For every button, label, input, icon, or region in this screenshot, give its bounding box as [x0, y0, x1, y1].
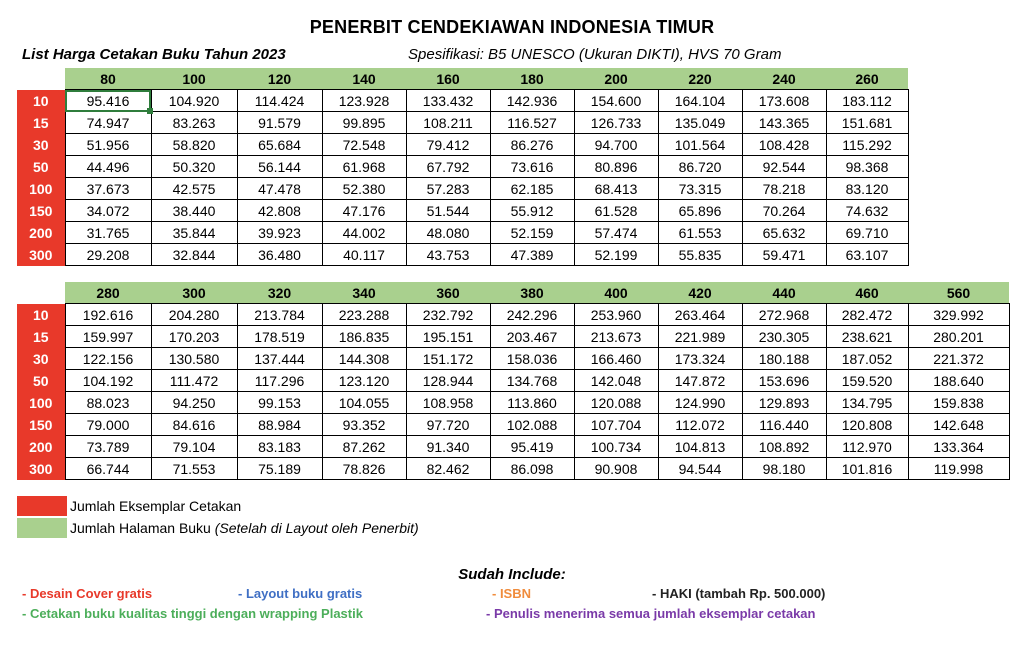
price-cell[interactable]: 78.826	[322, 458, 406, 480]
table-row	[17, 156, 908, 178]
copies-header[interactable]: 50	[17, 156, 65, 178]
price-cell[interactable]: 52.159	[490, 222, 574, 244]
price-cell[interactable]: 79.104	[151, 436, 237, 458]
price-cell[interactable]: 57.283	[406, 178, 490, 200]
page-count-header[interactable]: 300	[151, 282, 237, 304]
price-cell[interactable]: 51.544	[406, 200, 490, 222]
price-cell[interactable]: 263.464	[658, 304, 742, 326]
price-cell[interactable]: 47.176	[322, 200, 406, 222]
price-cell[interactable]: 73.315	[658, 178, 742, 200]
price-cell[interactable]: 223.288	[322, 304, 406, 326]
price-cell[interactable]: 101.564	[658, 134, 742, 156]
table-row	[17, 134, 908, 156]
price-cell[interactable]: 52.199	[574, 244, 658, 266]
legend-pages-text	[70, 520, 419, 536]
price-cell[interactable]: 88.023	[65, 392, 151, 414]
included-item-isbn: - ISBN	[492, 586, 531, 601]
price-cell[interactable]: 50.320	[151, 156, 237, 178]
price-cell[interactable]: 173.608	[742, 90, 826, 112]
price-cell[interactable]: 272.968	[742, 304, 826, 326]
price-cell[interactable]: 43.753	[406, 244, 490, 266]
price-cell[interactable]: 111.472	[151, 370, 237, 392]
page-count-header[interactable]: 460	[826, 282, 908, 304]
price-cell[interactable]: 180.188	[742, 348, 826, 370]
price-cell[interactable]: 134.768	[490, 370, 574, 392]
price-cell[interactable]: 143.365	[742, 112, 826, 134]
price-cell[interactable]: 104.192	[65, 370, 151, 392]
price-cell[interactable]: 86.276	[490, 134, 574, 156]
price-cell[interactable]: 73.789	[65, 436, 151, 458]
table-row	[17, 458, 1009, 480]
price-cell[interactable]: 119.998	[908, 458, 1009, 480]
price-cell[interactable]: 48.080	[406, 222, 490, 244]
price-cell[interactable]: 122.156	[65, 348, 151, 370]
price-cell[interactable]: 158.036	[490, 348, 574, 370]
page-count-header[interactable]: 440	[742, 282, 826, 304]
copies-header[interactable]: 300	[17, 244, 65, 266]
table-row	[17, 200, 908, 222]
page-count-header[interactable]: 180	[490, 68, 574, 90]
price-cell[interactable]: 34.072	[65, 200, 151, 222]
price-cell[interactable]: 99.895	[322, 112, 406, 134]
price-cell[interactable]: 83.120	[826, 178, 908, 200]
price-cell[interactable]: 65.684	[237, 134, 322, 156]
included-item-layout: - Layout buku gratis	[238, 586, 363, 601]
price-cell[interactable]: 84.616	[151, 414, 237, 436]
copies-header[interactable]: 30	[17, 348, 65, 370]
copies-header[interactable]: 30	[17, 134, 65, 156]
table-row	[17, 392, 1009, 414]
price-cell[interactable]: 116.440	[742, 414, 826, 436]
price-cell[interactable]: 242.296	[490, 304, 574, 326]
price-cell[interactable]: 75.189	[237, 458, 322, 480]
price-cell[interactable]: 187.052	[826, 348, 908, 370]
price-cell[interactable]: 86.098	[490, 458, 574, 480]
price-cell[interactable]: 83.183	[237, 436, 322, 458]
price-cell[interactable]: 129.893	[742, 392, 826, 414]
specification-text: Spesifikasi: B5 UNESCO (Ukuran DIKTI), HVS 70 Gram	[408, 46, 782, 63]
table-row	[17, 112, 908, 134]
price-cell[interactable]: 74.947	[65, 112, 151, 134]
price-cell[interactable]: 42.575	[151, 178, 237, 200]
page-count-header[interactable]: 340	[322, 282, 406, 304]
price-cell[interactable]: 178.519	[237, 326, 322, 348]
price-cell[interactable]: 36.480	[237, 244, 322, 266]
price-cell[interactable]: 144.308	[322, 348, 406, 370]
page-count-header[interactable]: 120	[237, 68, 322, 90]
price-cell[interactable]: 221.372	[908, 348, 1009, 370]
header-corner	[17, 282, 65, 304]
price-cell[interactable]: 142.048	[574, 370, 658, 392]
price-cell[interactable]: 123.928	[322, 90, 406, 112]
included-item-author-copies: - Penulis menerima semua jumlah eksemplar cetakan	[486, 606, 816, 621]
price-cell[interactable]: 188.640	[908, 370, 1009, 392]
price-cell[interactable]: 40.117	[322, 244, 406, 266]
price-cell[interactable]: 42.808	[237, 200, 322, 222]
copies-header[interactable]: 150	[17, 200, 65, 222]
price-cell[interactable]: 280.201	[908, 326, 1009, 348]
price-cell[interactable]: 123.120	[322, 370, 406, 392]
price-cell[interactable]: 70.264	[742, 200, 826, 222]
price-cell[interactable]: 116.527	[490, 112, 574, 134]
price-cell[interactable]: 63.107	[826, 244, 908, 266]
page-count-header[interactable]: 400	[574, 282, 658, 304]
price-cell[interactable]: 195.151	[406, 326, 490, 348]
price-cell[interactable]: 55.912	[490, 200, 574, 222]
price-cell[interactable]: 83.263	[151, 112, 237, 134]
price-cell[interactable]: 213.784	[237, 304, 322, 326]
price-cell[interactable]: 170.203	[151, 326, 237, 348]
price-cell[interactable]: 82.462	[406, 458, 490, 480]
page-count-header[interactable]: 220	[658, 68, 742, 90]
price-cell[interactable]: 108.892	[742, 436, 826, 458]
price-cell[interactable]: 133.364	[908, 436, 1009, 458]
price-cell[interactable]: 92.544	[742, 156, 826, 178]
price-cell[interactable]: 112.072	[658, 414, 742, 436]
price-cell[interactable]: 115.292	[826, 134, 908, 156]
price-cell[interactable]: 186.835	[322, 326, 406, 348]
table-row	[17, 178, 908, 200]
page-count-header[interactable]: 80	[65, 68, 151, 90]
table-row	[17, 436, 1009, 458]
price-cell[interactable]: 87.262	[322, 436, 406, 458]
page-count-header[interactable]: 560	[908, 282, 1009, 304]
price-cell[interactable]: 108.428	[742, 134, 826, 156]
table-row	[17, 244, 908, 266]
price-cell[interactable]: 31.765	[65, 222, 151, 244]
price-cell[interactable]: 100.734	[574, 436, 658, 458]
price-cell[interactable]: 88.984	[237, 414, 322, 436]
page-count-header[interactable]: 260	[826, 68, 908, 90]
price-cell[interactable]: 86.720	[658, 156, 742, 178]
price-cell[interactable]: 52.380	[322, 178, 406, 200]
copies-header[interactable]: 15	[17, 326, 65, 348]
selection-fill-handle[interactable]	[147, 108, 153, 114]
price-cell[interactable]: 120.088	[574, 392, 658, 414]
price-cell[interactable]: 114.424	[237, 90, 322, 112]
price-cell[interactable]: 61.968	[322, 156, 406, 178]
price-cell[interactable]: 80.896	[574, 156, 658, 178]
price-cell[interactable]: 159.520	[826, 370, 908, 392]
copies-header[interactable]: 50	[17, 370, 65, 392]
copies-header[interactable]: 300	[17, 458, 65, 480]
price-cell[interactable]: 230.305	[742, 326, 826, 348]
price-cell[interactable]: 151.681	[826, 112, 908, 134]
price-cell[interactable]: 91.579	[237, 112, 322, 134]
price-cell[interactable]: 113.860	[490, 392, 574, 414]
legend-pages-label: Jumlah Halaman Buku	[70, 520, 211, 536]
price-cell[interactable]: 59.471	[742, 244, 826, 266]
copies-header[interactable]: 200	[17, 436, 65, 458]
price-cell[interactable]: 192.616	[65, 304, 151, 326]
price-cell[interactable]: 117.296	[237, 370, 322, 392]
price-cell[interactable]: 99.153	[237, 392, 322, 414]
price-cell[interactable]: 39.923	[237, 222, 322, 244]
price-cell[interactable]: 37.673	[65, 178, 151, 200]
price-cell[interactable]: 151.172	[406, 348, 490, 370]
price-cell[interactable]: 93.352	[322, 414, 406, 436]
price-cell[interactable]: 128.944	[406, 370, 490, 392]
price-cell[interactable]: 173.324	[658, 348, 742, 370]
copies-header[interactable]: 100	[17, 178, 65, 200]
page-count-header[interactable]: 160	[406, 68, 490, 90]
price-cell[interactable]: 90.908	[574, 458, 658, 480]
price-cell[interactable]: 142.648	[908, 414, 1009, 436]
price-cell[interactable]: 65.896	[658, 200, 742, 222]
price-cell[interactable]: 108.958	[406, 392, 490, 414]
price-cell[interactable]: 112.970	[826, 436, 908, 458]
table-row	[17, 348, 1009, 370]
included-item-haki: - HAKI (tambah Rp. 500.000)	[652, 586, 826, 601]
table-row	[17, 222, 908, 244]
price-cell[interactable]: 68.413	[574, 178, 658, 200]
price-cell[interactable]: 47.478	[237, 178, 322, 200]
price-table-2	[17, 282, 1010, 480]
price-cell[interactable]: 221.989	[658, 326, 742, 348]
page-title: PENERBIT CENDEKIAWAN INDONESIA TIMUR	[309, 17, 715, 37]
price-cell[interactable]: 97.720	[406, 414, 490, 436]
price-cell[interactable]: 38.440	[151, 200, 237, 222]
price-cell[interactable]: 108.211	[406, 112, 490, 134]
price-cell[interactable]: 134.795	[826, 392, 908, 414]
price-cell[interactable]: 204.280	[151, 304, 237, 326]
price-cell[interactable]: 159.838	[908, 392, 1009, 414]
price-cell[interactable]: 94.700	[574, 134, 658, 156]
price-cell[interactable]: 62.185	[490, 178, 574, 200]
price-cell[interactable]: 69.710	[826, 222, 908, 244]
included-item-print-quality: - Cetakan buku kualitas tinggi dengan wrapping Plastik	[22, 606, 363, 621]
price-cell[interactable]: 57.474	[574, 222, 658, 244]
price-cell[interactable]: 253.960	[574, 304, 658, 326]
price-cell[interactable]: 73.616	[490, 156, 574, 178]
price-cell[interactable]: 213.673	[574, 326, 658, 348]
included-item-cover: - Desain Cover gratis	[22, 586, 153, 601]
price-cell[interactable]: 47.389	[490, 244, 574, 266]
price-cell[interactable]: 238.621	[826, 326, 908, 348]
price-cell[interactable]: 126.733	[574, 112, 658, 134]
price-cell[interactable]: 159.997	[65, 326, 151, 348]
price-cell[interactable]: 137.444	[237, 348, 322, 370]
copies-header[interactable]: 100	[17, 392, 65, 414]
price-cell[interactable]: 101.816	[826, 458, 908, 480]
price-cell[interactable]: 130.580	[151, 348, 237, 370]
price-cell[interactable]: 98.368	[826, 156, 908, 178]
price-cell[interactable]: 51.956	[65, 134, 151, 156]
copies-header[interactable]: 200	[17, 222, 65, 244]
price-cell[interactable]: 282.472	[826, 304, 908, 326]
page-count-header[interactable]: 100	[151, 68, 237, 90]
price-cell[interactable]: 104.813	[658, 436, 742, 458]
price-cell[interactable]: 44.496	[65, 156, 151, 178]
page-count-header-row	[17, 68, 908, 90]
price-cell[interactable]: 164.104	[658, 90, 742, 112]
price-cell[interactable]: 133.432	[406, 90, 490, 112]
price-cell[interactable]: 203.467	[490, 326, 574, 348]
price-cell[interactable]: 74.632	[826, 200, 908, 222]
price-cell[interactable]: 107.704	[574, 414, 658, 436]
price-cell[interactable]: 98.180	[742, 458, 826, 480]
page-count-header[interactable]: 280	[65, 282, 151, 304]
price-cell[interactable]: 104.920	[151, 90, 237, 112]
table-row	[17, 304, 1009, 326]
price-cell[interactable]: 61.553	[658, 222, 742, 244]
price-cell[interactable]: 67.792	[406, 156, 490, 178]
header-corner	[17, 68, 65, 90]
legend-swatch-green	[17, 518, 67, 538]
price-cell[interactable]: 94.250	[151, 392, 237, 414]
legend-swatch-red	[17, 496, 67, 516]
table-row	[17, 370, 1009, 392]
table-row	[17, 326, 1009, 348]
price-cell[interactable]: 79.000	[65, 414, 151, 436]
price-cell[interactable]: 55.835	[658, 244, 742, 266]
price-cell[interactable]: 104.055	[322, 392, 406, 414]
price-cell[interactable]: 65.632	[742, 222, 826, 244]
price-cell[interactable]: 95.419	[490, 436, 574, 458]
price-cell[interactable]: 329.992	[908, 304, 1009, 326]
price-cell[interactable]: 147.872	[658, 370, 742, 392]
price-cell[interactable]: 102.088	[490, 414, 574, 436]
page-count-header[interactable]: 420	[658, 282, 742, 304]
legend-pages-note: (Setelah di Layout oleh Penerbit)	[214, 520, 419, 536]
page-count-header[interactable]: 240	[742, 68, 826, 90]
price-cell[interactable]: 120.808	[826, 414, 908, 436]
price-cell[interactable]: 91.340	[406, 436, 490, 458]
price-cell[interactable]: 154.600	[574, 90, 658, 112]
price-cell[interactable]: 72.548	[322, 134, 406, 156]
table-row	[17, 414, 1009, 436]
price-cell[interactable]: 135.049	[658, 112, 742, 134]
price-list-subtitle: List Harga Cetakan Buku Tahun 2023	[22, 46, 286, 63]
copies-header[interactable]: 150	[17, 414, 65, 436]
price-cell[interactable]: 56.144	[237, 156, 322, 178]
price-cell[interactable]: 183.112	[826, 90, 908, 112]
price-cell[interactable]: 61.528	[574, 200, 658, 222]
price-cell[interactable]: 44.002	[322, 222, 406, 244]
price-cell[interactable]: 32.844	[151, 244, 237, 266]
copies-header[interactable]: 10	[17, 304, 65, 326]
page-count-header[interactable]: 380	[490, 282, 574, 304]
price-cell[interactable]: 78.218	[742, 178, 826, 200]
price-cell-selected[interactable]: 95.416	[65, 90, 151, 112]
price-cell[interactable]: 66.744	[65, 458, 151, 480]
price-table-1	[17, 68, 909, 266]
price-cell[interactable]: 94.544	[658, 458, 742, 480]
page-count-header[interactable]: 320	[237, 282, 322, 304]
legend-qty-label: Jumlah Eksemplar Cetakan	[70, 498, 242, 514]
page-count-header-row	[17, 282, 1009, 304]
price-cell[interactable]: 58.820	[151, 134, 237, 156]
price-cell[interactable]: 71.553	[151, 458, 237, 480]
page-count-header[interactable]: 200	[574, 68, 658, 90]
price-cell[interactable]: 124.990	[658, 392, 742, 414]
copies-header[interactable]: 15	[17, 112, 65, 134]
price-cell[interactable]: 35.844	[151, 222, 237, 244]
price-cell[interactable]: 29.208	[65, 244, 151, 266]
price-cell[interactable]: 79.412	[406, 134, 490, 156]
included-heading: Sudah Include:	[458, 566, 566, 583]
page-count-header[interactable]: 360	[406, 282, 490, 304]
price-cell[interactable]: 142.936	[490, 90, 574, 112]
price-cell[interactable]: 166.460	[574, 348, 658, 370]
price-cell[interactable]: 232.792	[406, 304, 490, 326]
page-count-header[interactable]: 140	[322, 68, 406, 90]
price-cell[interactable]: 153.696	[742, 370, 826, 392]
copies-header[interactable]: 10	[17, 90, 65, 112]
